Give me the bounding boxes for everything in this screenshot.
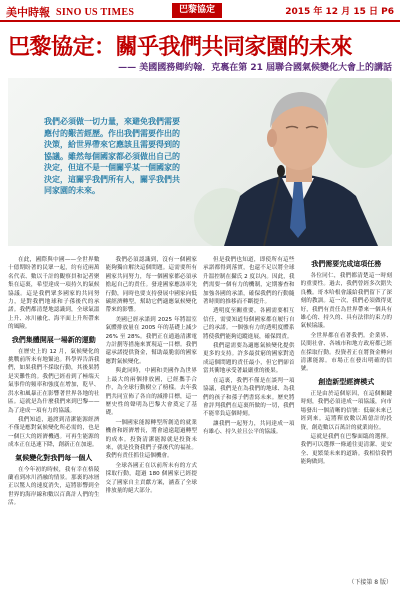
paragraph: 在這裏，我們不僅是在談判一項協議，我們是在為我們的地球、為我們的孩子和孫子們書寫未來。歷史將會評判我們在這裏所做的一切，我們不能辜負這個時刻。 — [203, 377, 295, 418]
paragraph: 在歷史上的 12 月，氣候變化的挑戰前所未有地緊迫。科學界告訴我們，如果我們不採取行動，其後果將是災難性的。我們已經看到了極端天氣事件的頻率和強度在增加，乾旱、洪水和風暴正在影響著世界各地的社區。這就是為什麼我們來到巴黎——為了達成一項有力的協議。 — [8, 348, 100, 414]
date-and-page: 2015 年 12 月 15 日 P6 — [285, 7, 394, 17]
continued-on-page: （下接第 8 版） — [348, 579, 392, 586]
paragraph: 我們必須認識到，沒有一個國家能夠獨自解決這個問題。這需要所有國家共同努力，每一個國家都必須承擔起自己的責任。發達國家應該率先行動，同時也要支持發展中國家向低碳經濟轉型，幫助它們適應氣候變化帶來的影響。 — [105, 257, 197, 314]
article-column-3 — [203, 256, 295, 576]
paragraph: 我們知道，過渡到清潔能源經濟不僅是應對氣候變化所必需的，也是一個巨大的經濟機遇。可再生能源的成本正在迅速下降，創新正在加速。 — [8, 416, 100, 449]
article-column-2 — [106, 256, 198, 576]
brand-chinese-name: 美中時報 — [6, 6, 50, 19]
paragraph: 在此，國際與中國——全世界數十億期盼著的民眾一起，約有近兩萬名代表、數以千計的觀察員和記者聚集在這裏，希望達成一項持久的氣候協議。這是我們眾多國家的共同努力，是對我們地球和子孫後代的承諾。我們都清楚地認識到，全球氣溫上升、冰川融化、海平面上升所帶來的風險。 — [8, 257, 100, 331]
section-heading: 我們集體開展一場新的運動 — [11, 335, 96, 344]
article-body — [8, 256, 392, 576]
brand-english-name: SINO US TIMES — [56, 6, 135, 18]
article-photo — [8, 78, 392, 246]
section-heading: 創造新型經濟模式 — [318, 377, 375, 386]
paragraph: 與此同時，中國和美國作為世界上最大的兩個排放國，已經攜手合作，為全球行動樹立了榜樣。去年我們共同宣佈了各自的減排目標，這一歷史性的聲明為巴黎大會奠定了基礎。 — [105, 368, 197, 417]
article-column-1 — [8, 256, 100, 576]
article-column-4 — [301, 256, 393, 576]
article-headline: 巴黎協定：關乎我們共同家園的未來 — [8, 35, 353, 60]
pull-quote: 我們必須做一切力量，來避免我們需要應付的艱苦經歷。作出我們需要作出的決策，給世界帶來它應該且需要得到的協議。雖然每個國家都必須做出自己的決定，但這不是一個關乎某一個國家的決定，這關乎我們所有人，關乎我們共同家園的未來。 — [44, 117, 180, 195]
paragraph: 這就是我們在巴黎面臨的選擇。我們可以選擇一條通往更清潔、更安全、更繁榮未來的道路。我相信我們能夠做到。 — [300, 433, 392, 466]
paragraph: 美國已經承諾到 2025 年將溫室氣體排放量在 2005 年的基礎上減少 26% 至 28%。我們正在通過清潔電力計劃等措施來實現這一目標。我們還承諾提供資金，幫助最脆弱的國家應對氣候變化。 — [105, 316, 197, 365]
paragraph: 全球各國正在以前所未有的方式採取行動，超過 180 個國家已經提交了國家自主貢獻方案，涵蓋了全球排放量的絕大部分。 — [105, 462, 197, 494]
section-heading: 我們需要完成這項任務 — [311, 260, 382, 268]
paragraph: 讓我們一起努力，共同達成一項有雄心、持久並且公平的協議。 — [203, 420, 295, 436]
paragraph: 我們還需要為適應氣候變化提供更多的支持。許多最貧窮的國家對造成這個問題的責任最小，但它們卻首當其衝地承受著最嚴重的後果。 — [203, 343, 295, 375]
paragraph: 一個國家能源轉型所創造的就業機會和經濟增長，將會遠遠超過轉型的成本。投資清潔能源就是投資未來，就是投資我們子孫後代的福祉。我們有責任抓住這個機會。 — [105, 419, 197, 460]
paragraph: 全世界都在看著我們。企業界、民間社會、各城市和地方政府都已經在採取行動。投資者正在將資金轉向清潔能源。市場正在發出明確的信號。 — [300, 332, 392, 373]
section-heading: 氣候變化對我們每一個人 — [15, 453, 93, 462]
newspaper-brand — [6, 4, 134, 20]
masthead — [0, 0, 400, 22]
paragraph: 但是我們也知道，即使所有這些承諾都得到落實，也還不足以將全球升溫控制在攝氏 2 度以內。因此，我們需要一個有力的機制，定期審查和加強各國的承諾，確保我們的行動隨著時間的推移而不斷提升。 — [203, 257, 295, 306]
section-tag: 巴黎協定 — [172, 3, 222, 18]
article-subhead: —— 美國國務卿約翰．克裏在第 21 屆聯合國氣候變化大會上的講話 — [118, 63, 392, 73]
speaker-portrait — [194, 78, 392, 246]
paragraph: 在今年初的時候，我有幸在格陵蘭看到冰川消融的情景。那裏的冰層正以驚人的速度消失，這將影響到全世界的海岸線和數以百萬計人們的生活。 — [8, 466, 100, 507]
paragraph: 透明度至關重要。各國需要相互信任，需要知道每個國家都在履行自己的承諾。一個強有力的透明度體系將使我們能夠追蹤進展，確保問責。 — [203, 308, 295, 340]
paragraph: 正是由於這個原因，在這個關鍵時刻，我們必須達成一項協議，向市場發出一個清晰的信號：低碳未來已經到來。這將釋放數以萬億計的投資，創造數以百萬計的就業崗位。 — [300, 390, 392, 431]
paragraph: 各位同仁，我們都清楚這一時刻的重要性。過去，我們曾經多次錯失良機。哥本哈根會議給我們留下了深刻的教訓。這一次，我們必須做得更好，我們有責任為世界帶來一個具有雄心的、持久的、具有法律約束力的氣候協議。 — [300, 273, 392, 330]
